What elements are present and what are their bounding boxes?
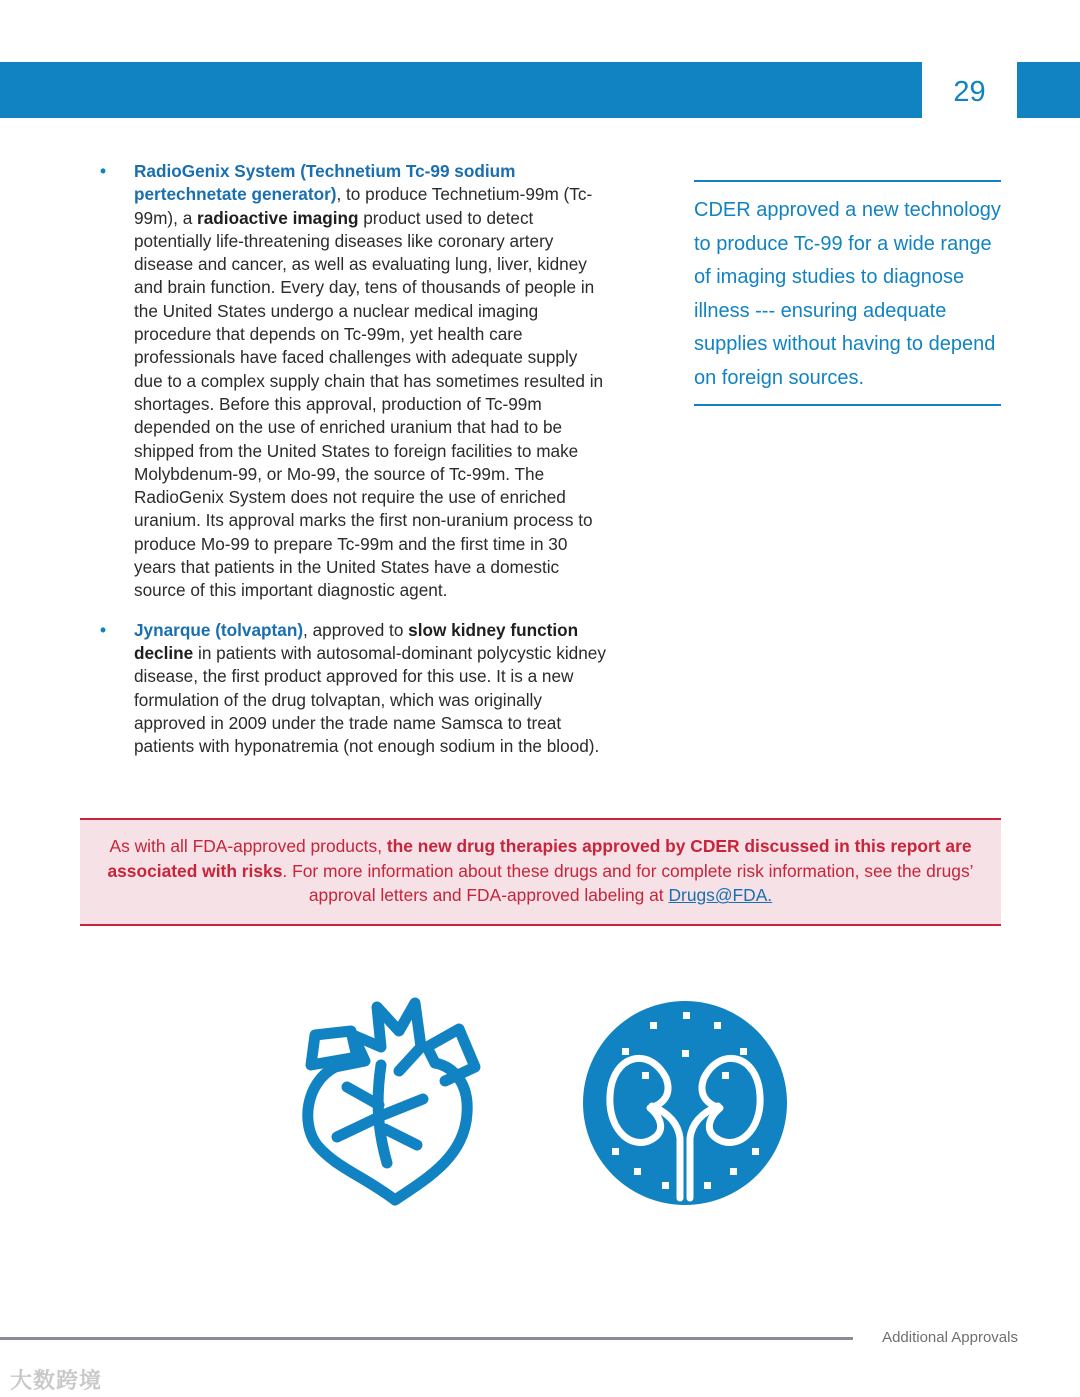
pull-quote-text: CDER approved a new technology to produce Tc-99 for a wide range of imaging studies to diagnose illness --- ensuring adequate supplies without having to depend on foreign sources. <box>694 199 1001 389</box>
body-text: product used to detect potentially life-threatening diseases like coronary artery disease and cancer, as well as evaluating lung, liver, kidney and brain function. Every day, tens of thousands of people in the United States undergo a nuclear medical imaging procedure that depends on Tc-99m, yet health care professionals have faced challenges with adequate supply due to a complex supply chain that has sometimes resulted in shortages. Before this approval, production of Tc-99m depended on the use of enriched uranium that had to be shipped from the United States to foreign facilities to make Molybdenum-99, or Mo-99, the source of Tc-99m. The RadioGenix System does not require the use of enriched uranium. Its approval marks the first non-uranium process to produce Mo-99 to prepare Tc-99m and the first time in 30 years that patients in the United States have a domestic source of this important diagnostic agent. <box>134 207 604 601</box>
bullet-icon: • <box>100 619 107 640</box>
kidney-icon <box>582 1000 788 1206</box>
risk-emphasis: the new drug therapies approved by CDER discussed in this report are associated with risks <box>107 836 972 881</box>
watermark: 大数跨境 <box>10 1368 103 1393</box>
heart-icon <box>295 995 485 1207</box>
header-bar-end <box>1017 62 1080 118</box>
emphasis-text: slow kidney function decline <box>134 619 579 663</box>
drug-name: Jynarque (tolvaptan) <box>134 619 304 640</box>
page-number: 29 <box>953 76 986 108</box>
footer-rule <box>0 1337 853 1340</box>
body-column <box>100 160 610 758</box>
body-text: in patients with autosomal-dominant polycystic kidney disease, the first product approved for this use. It is a new formulation of the drug tolvaptan, which was originally approved in 2009 under the trade name Samsca to treat patients with hyponatremia (not enough sodium in the blood). <box>134 642 606 757</box>
risk-text: . For more information about these drugs and for complete risk information, see the drugs’ approval letters and FDA-approved labeling at <box>282 860 974 906</box>
body-text: , to produce Technetium-99m (Tc-99m), a <box>134 184 593 228</box>
pull-quote <box>694 180 1001 406</box>
drugs-fda-link[interactable]: Drugs@FDA. <box>668 885 773 906</box>
risk-notice <box>80 818 1001 926</box>
emphasis-text: radioactive imaging <box>197 207 359 228</box>
header-bar <box>0 62 922 118</box>
bullet-icon: • <box>100 161 107 181</box>
body-text: , approved to <box>303 619 409 640</box>
drug-name: RadioGenix System (Technetium Tc-99 sodium pertechnetate generator) <box>134 161 516 205</box>
list-item <box>100 160 610 603</box>
list-item <box>100 619 610 759</box>
risk-text: As with all FDA-approved products, <box>109 836 387 856</box>
section-label: Additional Approvals <box>882 1329 1018 1346</box>
